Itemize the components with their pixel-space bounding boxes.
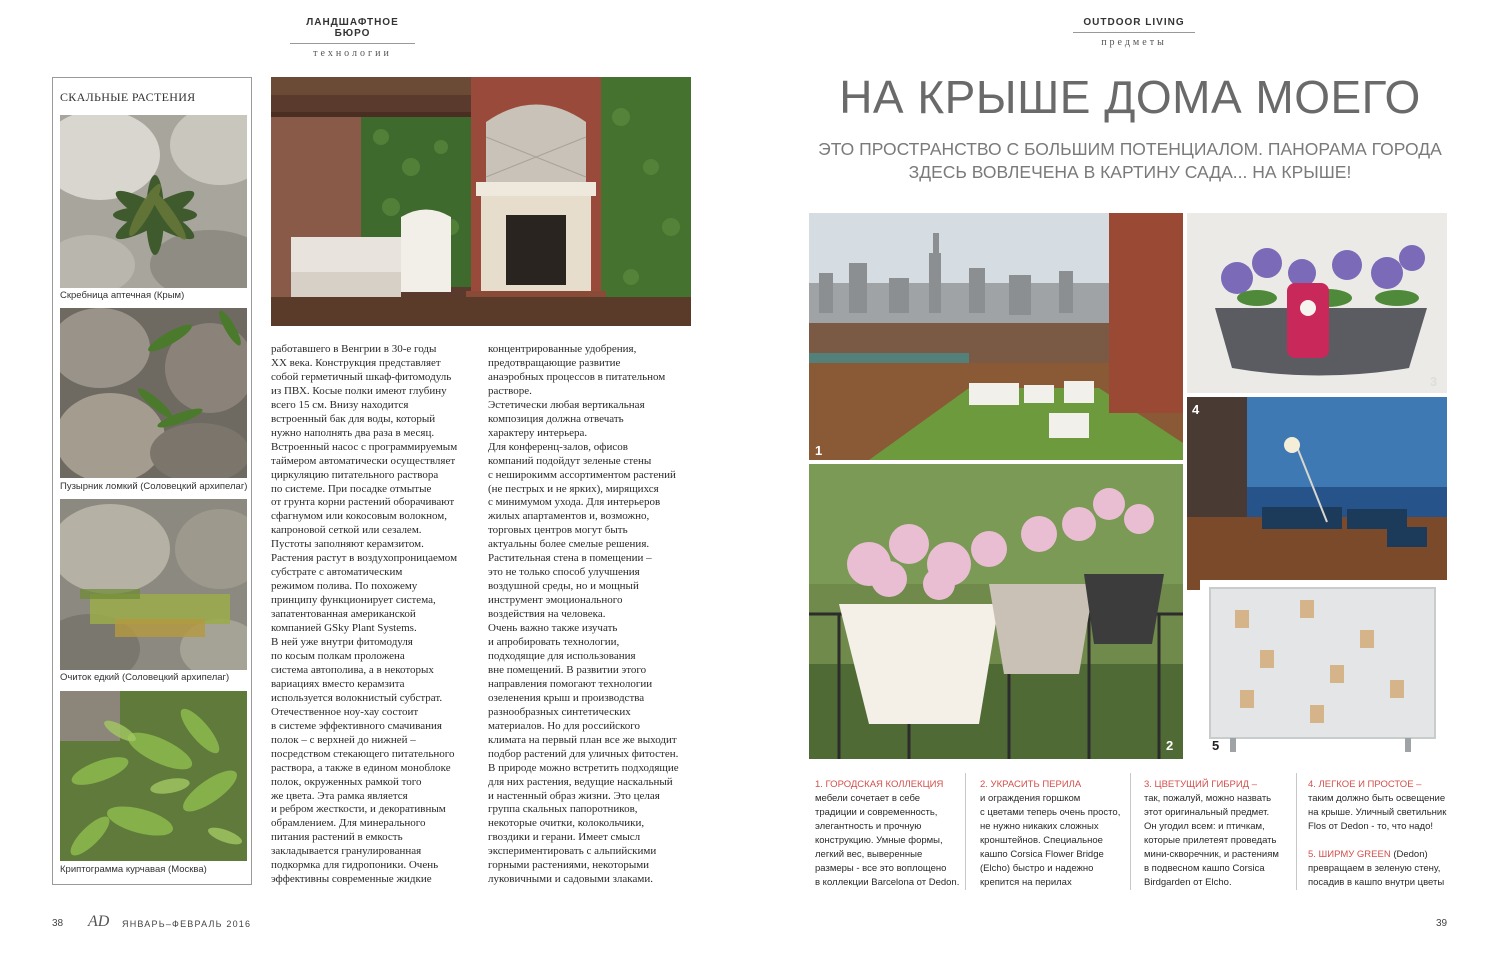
- photo-number-2: 2: [1166, 738, 1174, 753]
- plant-photo-2: [60, 308, 247, 478]
- running-head-left: [290, 17, 415, 59]
- issue-date: ЯНВАРЬ–ФЕВРАЛЬ 2016: [122, 919, 252, 929]
- plant-photo-1: [60, 115, 247, 288]
- plant-caption-2: Пузырник ломкий (Соловецкий архипелаг): [60, 481, 248, 492]
- sidebar-title: СКАЛЬНЫЕ РАСТЕНИЯ: [60, 90, 196, 104]
- article-title: НА КРЫШЕ ДОМА МОЕГО: [839, 71, 1421, 123]
- railing-flower-pots-photo: [809, 464, 1183, 759]
- subsection-label-right: предметы: [1101, 37, 1167, 48]
- caption-3-text: так, пожалуй, можно назвать этот оригинальный предмет. Он угодил всем: и птичкам, которые прилетеят проведать мини-скворечник, и растениям в подвесном кашпо Corsica Birdgarden от Elcho.: [1144, 793, 1279, 888]
- caption-2-title: 2. УКРАСИТЬ ПЕРИЛА: [980, 779, 1082, 790]
- green-screen-photo: [1200, 580, 1447, 760]
- caption-1-title: 1. ГОРОДСКАЯ КОЛЛЕКЦИЯ: [815, 779, 944, 790]
- caption-4-title: 4. ЛЕГКОЕ И ПРОСТОЕ –: [1308, 779, 1422, 790]
- page-number-left: 38: [52, 918, 64, 929]
- body-text-column-1: работавшего в Венгрии в 30-е годы XX века. Конструкция представляет собой герметичный шкаф-фитомодуль из ПВХ. Косые полки имеют глубину всего 15 см. Внизу находится встроенный бак для воды, который нужно наполнять два раза в месяц. Встроенный насос с программируемым таймером автоматически осуществляет циркуляцию питательного раствора по системе. При посадке отмытые от грунта корни растений оборачивают сфагнумом или кокосовым волокном, капроновой сеткой или сезалем. Пустоты заполняют керамзитом. Растения растут в воздухопроницаемом субстрате с автоматическим режимом полива. По похожему принципу функционирует система, запатентованная американской компанией GSky Plant Systems. В ней уже внутри фитомодуля по косым полкам проложена система автополива, а в некоторых вариациях вместо керамзита используется волокнистый субстрат. Отечественное ноу-хау состоит в системе эффективного смачивания полок – с верхней до нижней – посредством стекающего питательного раствора, а также в едином моноблоке полок, окруженных рамкой того же цвета. Эта рамка является и ребром жесткости, и декоративным обрамлением. Для минерального питания растений в емкость закладывается гранулированная подкормка для гидропоники. Очень эффективны современные жидкие: [271, 343, 458, 886]
- caption-divider: [1130, 773, 1131, 890]
- photo-number-3: 3: [1430, 374, 1438, 389]
- caption-3: [1144, 778, 1294, 890]
- caption-divider: [1296, 773, 1297, 890]
- photo-number-1: 1: [815, 443, 823, 458]
- subsection-label: технологии: [313, 48, 392, 59]
- caption-5-text: превращаем в зеленую стену, посадив в кашпо внутри цветы: [1308, 863, 1445, 888]
- caption-2: [980, 778, 1130, 890]
- caption-5: [1308, 848, 1468, 890]
- caption-4: [1308, 778, 1468, 834]
- caption-divider: [965, 773, 966, 890]
- section-label-right: OUTDOOR LIVING: [1073, 17, 1195, 33]
- sidebar-rock-plants: [52, 77, 252, 885]
- section-label: ЛАНДШАФТНОЕ БЮРО: [290, 17, 415, 44]
- caption-1-text: мебели сочетает в себе традиции и современность, элегантность и прочную конструкцию. Умные формы, легкий вес, выверенные размеры - все это воплощено в коллекции Barcelona от Dedon.: [815, 793, 960, 888]
- caption-5-title: 5. ШИРМУ GREEN: [1308, 849, 1391, 860]
- ad-logo: AD: [88, 913, 110, 930]
- plant-caption-3: Очиток едкий (Соловецкий архипелаг): [60, 672, 230, 683]
- page-number-right: 39: [1436, 918, 1448, 929]
- body-text-column-2: концентрированные удобрения, предотвращающие развитие анаэробных процессов в питательном растворе. Эстетически любая вертикальная композиция должна отвечать характеру интерьера. Для конференц-залов, офисов компаний подойдут зеленые стены с неширокимм ассортиментом растений (не пестрых и не ярких), мирящихся с минимумом ухода. Для интерьеров жилых апартаментов и, возможно, торговых центров могут быть актуальны более смелые решения. Растительная стена в помещении – это не только способ улучшения воздушной среды, но и мощный инструмент эмоционального воздействия на человека. Очень важно также изучать и апробировать технологии, подходящие для использования вне помещений. В развитии этого направления помогают технологии озеленения крыш и производства разнообразных синтетических материалов. Но для российского климата на первый план все же выходит подбор растений для уличных фитостен. В природе можно встретить подходящие для них растения, ведущие наскальный и настенный образ жизни. Это целая группа скальных папоротников, некоторые очитки, колокольчики, гвоздики и герани. Имеет смысл экспериментировать с альпийскими горными растениями, некоторыми луковичными и садовыми злаками.: [488, 343, 679, 886]
- plant-photo-4: [60, 691, 247, 861]
- caption-5-title-suffix: (Dedon): [1390, 849, 1428, 860]
- caption-3-title: 3. ЦВЕТУЩИЙ ГИБРИД –: [1144, 779, 1258, 790]
- article-lead: ЭТО ПРОСТРАНСТВО С БОЛЬШИМ ПОТЕНЦИАЛОМ. ПАНОРАМА ГОРОДА ЗДЕСЬ ВОВЛЕЧЕНА В КАРТИНУ САДА... НА КРЫШЕ!: [818, 139, 1442, 182]
- rooftop-terrace-photo: [809, 213, 1183, 460]
- caption-2-text: и ограждения горшком с цветами теперь очень просто, не нужно никаких сложных кронштейнов. Специальное кашпо Corsica Flower Bridge (Elcho) быстро и надежно крепится на перилах: [980, 793, 1121, 888]
- birdgarden-planter-photo: [1187, 213, 1447, 393]
- interior-living-wall-photo: [271, 77, 691, 326]
- plant-caption-1: Скребница аптечная (Крым): [60, 290, 185, 301]
- plant-photo-3: [60, 499, 247, 670]
- photo-number-5: 5: [1212, 738, 1220, 753]
- caption-4-text: таким должно быть освещение на крыше. Уличный светильник Flos от Dedon - то, что надо!: [1308, 793, 1447, 832]
- rooftop-lighting-photo: [1187, 397, 1447, 590]
- caption-1: [815, 778, 965, 890]
- plant-caption-4: Криптограмма курчавая (Москва): [60, 864, 207, 875]
- running-head-right: [1073, 17, 1195, 48]
- photo-number-4: 4: [1192, 402, 1200, 417]
